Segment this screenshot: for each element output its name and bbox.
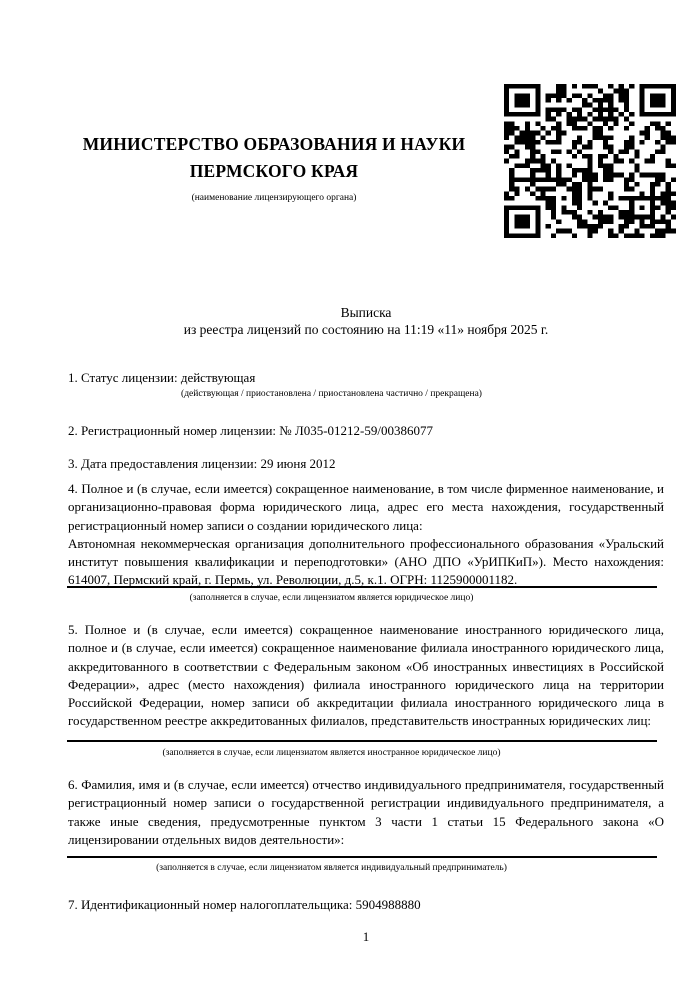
item-5-underline <box>67 740 657 742</box>
item-6-underline <box>67 856 657 858</box>
item-2-registration-number: 2. Регистрационный номер лицензии: № Л035-01212-59/00386077 <box>68 423 434 438</box>
item-6-individual-entrepreneur: 6. Фамилия, имя и (в случае, если имеется) отчество индивидуального предпринимателя, государственный регистрационный номер записи о государственной регистрации индивидуального предпринимателя, а также иные сведения, предусмотренные пунктом 3 части 1 статьи 15 Федерального закона «О лицензировании отдельных видов деятельности»: <box>68 777 664 847</box>
item-6-caption: (заполняется в случае, если лицензиатом является индивидуальный предприниматель) <box>156 863 507 873</box>
ministry-name-line2: ПЕРМСКОГО КРАЯ <box>189 161 359 181</box>
item-4-caption: (заполняется в случае, если лицензиатом является юридическое лицо) <box>189 593 474 603</box>
item-1-caption: (действующая / приостановлена / приостановлена частично / прекращена) <box>181 389 482 399</box>
qr-code-icon <box>504 84 676 238</box>
ministry-caption: (наименование лицензирующего органа) <box>191 193 357 203</box>
item-1-license-status: 1. Статус лицензии: действующая <box>68 370 256 385</box>
title-line: Выписка <box>340 305 392 320</box>
item-5-caption: (заполняется в случае, если лицензиатом является иностранное юридическое лицо) <box>162 748 501 758</box>
ministry-name-line1: МИНИСТЕРСТВО ОБРАЗОВАНИЯ И НАУКИ <box>82 134 466 154</box>
item-5-foreign-entity: 5. Полное и (в случае, если имеется) сокращенное наименование иностранного юридического лица, полное и (в случае, если имеется) сокращенное наименование филиала иностранного юридического лица, аккредитованного в соответствии с Федеральным законом «Об иностранных инвестициях в Российской Федерации», адрес (место нахождения) филиала иностранного юридического лица на территории Российской Федерации, номер записи об аккредитации филиала иностранного юридического лица в государственном реестре аккредитованных филиалов, представительств иностранных юридических лиц: <box>68 622 664 729</box>
title-subtitle: из реестра лицензий по состоянию на 11:19 «11» ноября 2025 г. <box>183 322 549 337</box>
item-4-answer: Автономная некоммерческая организация дополнительного профессионального образования «Уральский институт повышения квалификации и переподготовки» (АНО ДПО «УрИПКиП»). Место нахождения: 614007, Пермский край, г. Пермь, ул. Революции, д.5, к.1. ОГРН: 1125900001182. <box>68 535 664 588</box>
item-4-legal-entity <box>68 480 664 590</box>
ministry-header <box>64 131 484 204</box>
item-7-taxpayer-number: 7. Идентификационный номер налогоплательщика: 5904988880 <box>68 897 421 912</box>
item-4-underline <box>67 586 657 588</box>
document-title <box>68 304 664 338</box>
page-number: 1 <box>362 929 370 944</box>
item-4-question: 4. Полное и (в случае, если имеется) сокращенное наименование, в том числе фирменное наименование, и организационно-правовая форма юридического лица, адрес его места нахождения, государственный регистрационный номер записи о создании юридического лица: <box>68 481 664 533</box>
item-3-license-date: 3. Дата предоставления лицензии: 29 июня 2012 <box>68 456 336 471</box>
